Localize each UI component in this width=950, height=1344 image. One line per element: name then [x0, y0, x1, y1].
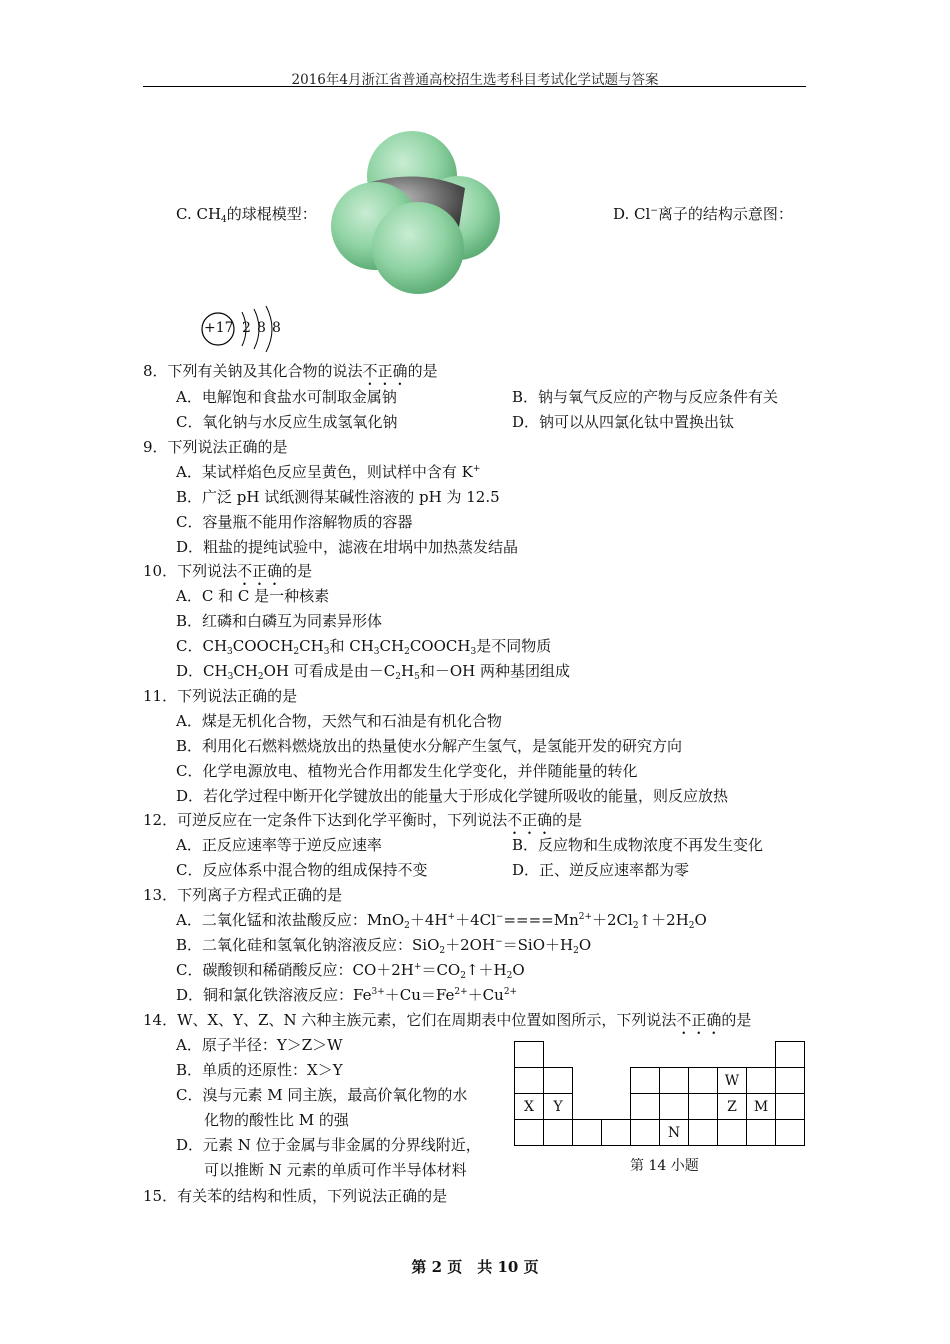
q12-option-a: A．正反应速率等于逆反应速率: [176, 836, 382, 854]
q8-option-a: A．电解饱和食盐水可制取金属钠: [176, 388, 397, 406]
h-atom-front: [372, 202, 464, 294]
periodic-table-fragment: [514, 1041, 805, 1146]
shell-2-electrons: 8: [257, 320, 266, 336]
cell-n: N: [660, 1120, 689, 1146]
q14-option-c-line1: C．溴与元素 M 同主族，最高价氧化物的水: [176, 1086, 468, 1104]
ch4-ball-model-image: [330, 126, 505, 296]
cl-ion-structure-diagram: [198, 300, 298, 362]
cell-w: W: [718, 1068, 747, 1094]
q13-option-c: C．碳酸钡和稀硝酸反应：$CO+2H^+=CO_2↑+H_2O$: [176, 961, 525, 981]
q13-stem: 13．下列离子方程式正确的是: [143, 886, 343, 904]
q7-option-d: D. Cl−离子的结构示意图：: [613, 205, 793, 223]
q8-option-b: B．钠与氧气反应的产物与反应条件有关: [512, 388, 779, 406]
q15-stem: 15．有关苯的结构和性质，下列说法正确的是: [143, 1187, 448, 1205]
q12-option-b: B．反应物和生成物浓度不再发生变化: [512, 836, 764, 854]
q14-stem: 14．W、X、Y、Z、N 六种主族元素，它们在周期表中位置如图所示，下列说法不正确的是: [143, 1011, 752, 1029]
q9-option-a: A．某试样焰色反应呈黄色，则试样中含有 K+: [176, 463, 481, 481]
q12-option-d: D．正、逆反应速率都为零: [512, 861, 690, 879]
q9-option-d: D．粗盐的提纯试验中，滤液在坩埚中加热蒸发结晶: [176, 538, 519, 556]
q11-option-b: B．利用化石燃料燃烧放出的热量使水分解产生氢气，是氢能开发的研究方向: [176, 737, 683, 755]
q9-option-b: B．广泛 pH 试纸测得某碱性溶液的 pH 为 12.5: [176, 488, 500, 506]
page-header: 2016年4月浙江省普通高校招生选考科目考试化学试题与答案: [291, 72, 659, 88]
q14-option-a: A．原子半径：Y＞Z＞W: [176, 1036, 343, 1054]
q8-option-d: D．钠可以从四氯化钛中置换出钛: [512, 413, 735, 431]
cell-x: X: [515, 1094, 544, 1120]
header-rule: [143, 86, 806, 87]
q13-option-b: B．二氧化硅和氢氧化钠溶液反应：$SiO_2+2OH^-=SiO+H_2O$: [176, 936, 592, 956]
q9-stem: 9．下列说法正确的是: [143, 438, 288, 456]
q10-option-a: A．C 和 C 是一种核素: [176, 587, 330, 605]
figure-caption: 第 14 小题: [630, 1158, 699, 1174]
page-footer: 第 2 页 共 10 页: [411, 1258, 539, 1276]
cell-y: Y: [544, 1094, 573, 1120]
q8-stem: 8．下列有关钠及其化合物的说法不正确的是: [143, 362, 438, 380]
nucleus-charge: +17: [204, 320, 234, 336]
q10-option-b: B．红磷和白磷互为同素异形体: [176, 612, 383, 630]
cell-m: M: [747, 1094, 776, 1120]
q11-stem: 11．下列说法正确的是: [143, 687, 298, 705]
q13-option-a: A．二氧化锰和浓盐酸反应：$MnO_2+4H^++4Cl^-====Mn^{2+}+2Cl_2↑+2H_2O$: [176, 911, 707, 931]
q9-option-c: C．容量瓶不能用作溶解物质的容器: [176, 513, 413, 531]
q14-option-c-line2: 化物的酸性比 M 的强: [204, 1111, 349, 1129]
q13-option-d: D．铜和氯化铁溶液反应：$Fe^{3+}+Cu=Fe^{2+}+Cu^{2+}$: [176, 986, 518, 1004]
shell-1-electrons: 2: [242, 320, 251, 336]
q11-option-d: D．若化学过程中断开化学键放出的能量大于形成化学键所吸收的能量，则反应放热: [176, 787, 729, 805]
q7-option-c: C. $CH_4$的球棍模型：: [176, 205, 317, 225]
q8-option-c: C．氧化钠与水反应生成氢氧化钠: [176, 413, 398, 431]
q14-option-d-line2: 可以推断 N 元素的单质可作半导体材料: [204, 1161, 467, 1179]
q14-option-d-line1: D．元素 N 位于金属与非金属的分界线附近，: [176, 1136, 481, 1154]
cell-z: Z: [718, 1094, 747, 1120]
q11-option-a: A．煤是无机化合物，天然气和石油是有机化合物: [176, 712, 502, 730]
q10-option-d: D．$CH_3CH_2OH$ 可看成是由$-C_2H_5$和－OH 两种基团组成: [176, 662, 570, 682]
q10-stem: 10．下列说法不正确的是: [143, 562, 313, 580]
shell-3-electrons: 8: [272, 320, 281, 336]
q12-option-c: C．反应体系中混合物的组成保持不变: [176, 861, 428, 879]
q14-option-b: B．单质的还原性：X＞Y: [176, 1061, 343, 1079]
q11-option-c: C．化学电源放电、植物光合作用都发生化学变化，并伴随能量的转化: [176, 762, 638, 780]
q10-option-c: C．$CH_3COOCH_2CH_3$和 $CH_3CH_2COOCH_3$是不同物质: [176, 637, 552, 657]
q12-stem: 12．可逆反应在一定条件下达到化学平衡时，下列说法不正确的是: [143, 811, 583, 829]
